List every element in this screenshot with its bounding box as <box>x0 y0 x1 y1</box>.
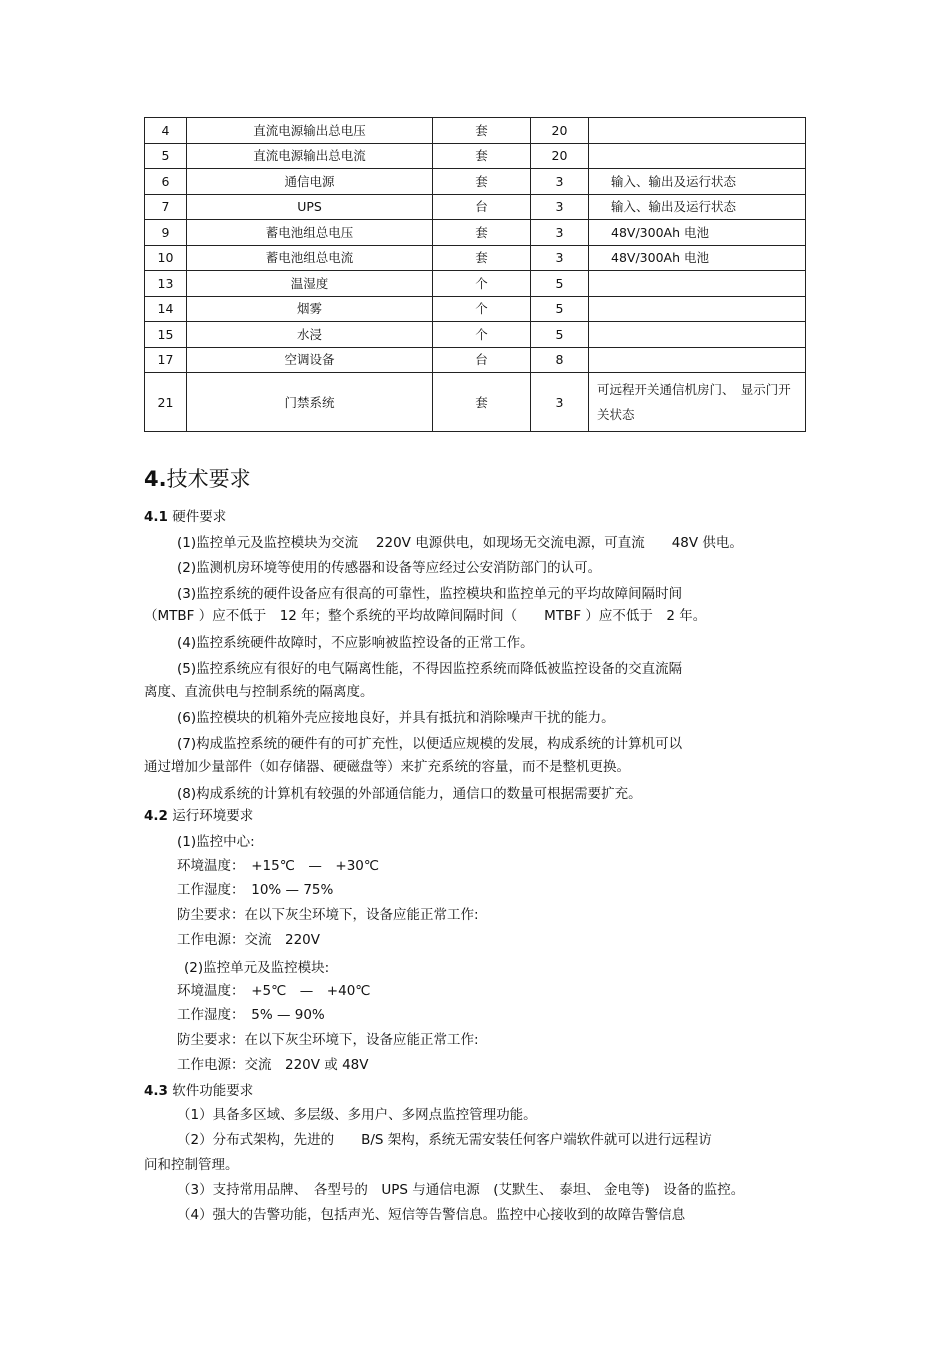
cell-unit: 个 <box>433 322 531 348</box>
cell-remark: 输入、输出及运行状态 <box>589 194 806 220</box>
cell-qty: 20 <box>531 118 589 144</box>
text-line: (3)监控系统的硬件设备应有很高的可靠性，监控模块和监控单元的平均故障间隔时间 <box>177 586 683 602</box>
cell-no: 5 <box>145 143 187 169</box>
table-row <box>145 347 806 373</box>
text-line: (2)监控单元及监控模块: <box>184 960 330 976</box>
cell-remark: 48V/300Ah 电池 <box>589 220 806 246</box>
text-line: 环境温度： +5℃ — +40℃ <box>177 983 371 999</box>
text-line: （4）强大的告警功能，包括声光、短信等告警信息。监控中心接收到的故障告警信息 <box>177 1207 686 1223</box>
cell-unit: 套 <box>433 143 531 169</box>
text-line: 通过增加少量部件（如存储器、硬磁盘等）来扩充系统的容量，而不是整机更换。 <box>144 759 630 775</box>
table-row <box>145 271 806 297</box>
text-line: (2)监测机房环境等使用的传感器和设备等应经过公安消防部门的认可。 <box>177 560 602 576</box>
text-line: (4)监控系统硬件故障时，不应影响被监控设备的正常工作。 <box>177 635 534 651</box>
text-line: (1)监控中心: <box>177 834 255 850</box>
table-row <box>145 373 806 432</box>
monitoring-points-table <box>144 117 806 432</box>
cell-unit: 套 <box>433 118 531 144</box>
cell-qty: 3 <box>531 373 589 432</box>
cell-remark: 可远程开关通信机房门、 显示门开关状态 <box>589 373 806 432</box>
cell-no: 10 <box>145 245 187 271</box>
table-row <box>145 296 806 322</box>
cell-no: 21 <box>145 373 187 432</box>
cell-name: 水浸 <box>187 322 433 348</box>
text-line: （MTBF ）应不低于 12 年；整个系统的平均故障间隔时间（ MTBF ）应不低于 2 年。 <box>144 608 707 624</box>
cell-unit: 台 <box>433 347 531 373</box>
cell-name: 门禁系统 <box>187 373 433 432</box>
cell-qty: 3 <box>531 220 589 246</box>
table-row <box>145 245 806 271</box>
text-line: (7)构成监控系统的硬件有的可扩充性，以便适应规模的发展，构成系统的计算机可以 <box>177 736 683 752</box>
text-line: (1)监控单元及监控模块为交流 220V 电源供电，如现场无交流电源，可直流 48V 供电。 <box>177 535 743 551</box>
cell-remark <box>589 347 806 373</box>
text-line: 工作电源：交流 220V <box>177 932 321 948</box>
cell-unit: 个 <box>433 296 531 322</box>
table-row <box>145 220 806 246</box>
section-4-1-heading: 4.1 硬件要求 <box>144 509 227 525</box>
text-line: （3）支持常用品牌、 各型号的 UPS 与通信电源 (艾默生、 泰坦、 金电等) 设备的监控。 <box>177 1182 745 1198</box>
cell-qty: 8 <box>531 347 589 373</box>
text-line: 离度、直流供电与控制系统的隔离度。 <box>144 684 374 700</box>
cell-no: 9 <box>145 220 187 246</box>
cell-qty: 5 <box>531 296 589 322</box>
text-line: 工作湿度： 10% — 75% <box>177 882 334 898</box>
cell-no: 17 <box>145 347 187 373</box>
cell-qty: 20 <box>531 143 589 169</box>
text-line: (5)监控系统应有很好的电气隔离性能，不得因监控系统而降低被监控设备的交直流隔 <box>177 661 683 677</box>
section-4-heading: 4.技术要求 <box>144 467 251 491</box>
cell-remark <box>589 271 806 297</box>
cell-qty: 5 <box>531 322 589 348</box>
cell-unit: 套 <box>433 169 531 195</box>
cell-remark <box>589 322 806 348</box>
text-line: (6)监控模块的机箱外壳应接地良好，并具有抵抗和消除噪声干扰的能力。 <box>177 710 615 726</box>
text-line: (8)构成系统的计算机有较强的外部通信能力，通信口的数量可根据需要扩充。 <box>177 786 642 802</box>
cell-name: 温湿度 <box>187 271 433 297</box>
cell-name: 空调设备 <box>187 347 433 373</box>
cell-remark <box>589 118 806 144</box>
cell-name: 烟雾 <box>187 296 433 322</box>
cell-no: 4 <box>145 118 187 144</box>
cell-name: 直流电源输出总电流 <box>187 143 433 169</box>
cell-no: 6 <box>145 169 187 195</box>
cell-no: 13 <box>145 271 187 297</box>
cell-remark <box>589 143 806 169</box>
cell-no: 7 <box>145 194 187 220</box>
cell-remark: 48V/300Ah 电池 <box>589 245 806 271</box>
table-body <box>145 118 806 432</box>
cell-qty: 3 <box>531 194 589 220</box>
text-line: 环境温度： +15℃ — +30℃ <box>177 858 380 874</box>
section-4-3-heading: 4.3 软件功能要求 <box>144 1083 254 1099</box>
table-row <box>145 143 806 169</box>
table-row <box>145 169 806 195</box>
text-line: 工作电源：交流 220V 或 48V <box>177 1057 369 1073</box>
cell-name: 通信电源 <box>187 169 433 195</box>
table-row <box>145 118 806 144</box>
text-line: （1）具备多区域、多层级、多用户、多网点监控管理功能。 <box>177 1107 537 1123</box>
cell-unit: 套 <box>433 245 531 271</box>
cell-unit: 个 <box>433 271 531 297</box>
text-line: 防尘要求：在以下灰尘环境下，设备应能正常工作: <box>177 907 479 923</box>
cell-name: 蓄电池组总电压 <box>187 220 433 246</box>
cell-unit: 套 <box>433 220 531 246</box>
text-line: 问和控制管理。 <box>144 1157 239 1173</box>
cell-unit: 台 <box>433 194 531 220</box>
cell-name: 蓄电池组总电流 <box>187 245 433 271</box>
cell-name: UPS <box>187 194 433 220</box>
cell-qty: 3 <box>531 245 589 271</box>
cell-remark: 输入、输出及运行状态 <box>589 169 806 195</box>
text-line: （2）分布式架构，先进的 B/S 架构，系统无需安装任何客户端软件就可以进行远程访 <box>177 1132 712 1148</box>
cell-unit: 套 <box>433 373 531 432</box>
text-line: 防尘要求：在以下灰尘环境下，设备应能正常工作: <box>177 1032 479 1048</box>
cell-no: 14 <box>145 296 187 322</box>
cell-qty: 5 <box>531 271 589 297</box>
table-row <box>145 322 806 348</box>
cell-remark <box>589 296 806 322</box>
section-4-2-heading: 4.2 运行环境要求 <box>144 808 254 824</box>
cell-qty: 3 <box>531 169 589 195</box>
text-line: 工作湿度： 5% — 90% <box>177 1007 325 1023</box>
table-row <box>145 194 806 220</box>
cell-name: 直流电源输出总电压 <box>187 118 433 144</box>
cell-no: 15 <box>145 322 187 348</box>
